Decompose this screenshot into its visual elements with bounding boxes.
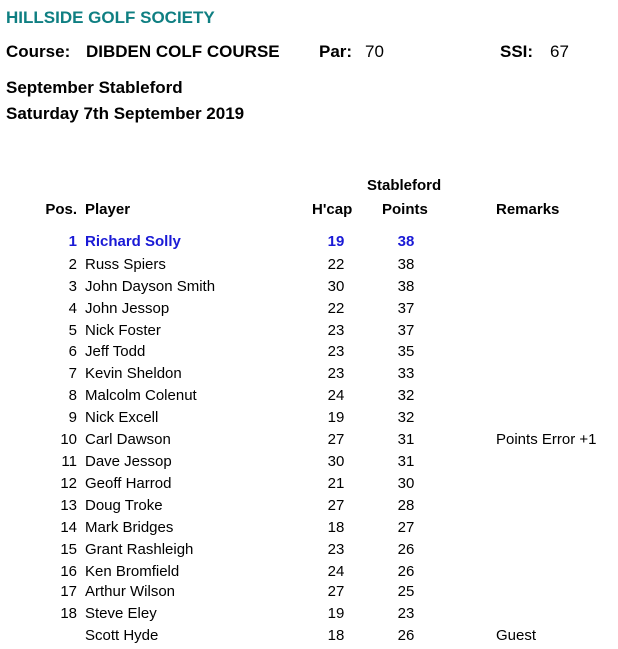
hcap-cell: 19	[327, 605, 345, 622]
player-cell: Doug Troke	[85, 497, 163, 514]
points-cell: 26	[397, 627, 415, 644]
hcap-cell: 18	[327, 519, 345, 536]
points-cell: 37	[397, 300, 415, 317]
hcap-cell: 24	[327, 387, 345, 404]
pos-cell: 10	[60, 431, 77, 448]
pos-cell: 12	[60, 475, 77, 492]
table-row	[0, 343, 618, 365]
course-label: Course:	[6, 42, 71, 61]
header-pos: Pos.	[45, 201, 77, 218]
table-row	[0, 519, 618, 541]
table-row	[0, 278, 618, 300]
player-cell: Grant Rashleigh	[85, 541, 194, 558]
hcap-cell: 27	[327, 583, 345, 600]
player-cell: Kevin Sheldon	[85, 365, 182, 382]
hcap-cell: 23	[327, 343, 345, 360]
points-cell: 31	[397, 431, 415, 448]
player-cell: Arthur Wilson	[85, 583, 176, 600]
table-row	[0, 497, 618, 519]
player-cell: John Dayson Smith	[85, 278, 216, 295]
remarks-cell: Guest	[496, 627, 537, 644]
ssi-label: SSI:	[500, 42, 534, 61]
player-cell: Richard Solly	[85, 233, 181, 250]
player-cell: Scott Hyde	[85, 627, 159, 644]
pos-cell: 16	[60, 563, 77, 580]
ssi-value: 67	[550, 42, 569, 61]
hcap-cell: 27	[327, 431, 345, 448]
player-cell: Dave Jessop	[85, 453, 172, 470]
points-cell: 26	[397, 563, 415, 580]
pos-cell: 1	[68, 233, 77, 250]
player-cell: Nick Excell	[85, 409, 159, 426]
table-row	[0, 605, 618, 627]
points-cell: 32	[397, 409, 415, 426]
header-stableford: Stableford	[367, 177, 442, 194]
table-row	[0, 583, 618, 605]
remarks-cell: Points Error +1	[496, 431, 597, 448]
hcap-cell: 23	[327, 365, 345, 382]
hcap-cell: 30	[327, 278, 345, 295]
society-title: HILLSIDE GOLF SOCIETY	[6, 8, 215, 27]
hcap-cell: 23	[327, 541, 345, 558]
player-cell: Jeff Todd	[85, 343, 146, 360]
pos-cell: 7	[68, 365, 77, 382]
table-row	[0, 233, 618, 255]
table-row	[0, 541, 618, 563]
pos-cell: 3	[68, 278, 77, 295]
pos-cell: 2	[68, 256, 77, 273]
player-cell: John Jessop	[85, 300, 170, 317]
pos-cell: 11	[61, 453, 77, 470]
table-row	[0, 453, 618, 475]
points-cell: 27	[397, 519, 415, 536]
points-cell: 31	[397, 453, 415, 470]
pos-cell: 13	[60, 497, 77, 514]
points-cell: 38	[397, 256, 415, 273]
pos-cell: 9	[68, 409, 77, 426]
table-row	[0, 300, 618, 322]
hcap-cell: 21	[327, 475, 345, 492]
hcap-cell: 23	[327, 322, 345, 339]
pos-cell: 14	[60, 519, 77, 536]
pos-cell: 5	[68, 322, 77, 339]
player-cell: Nick Foster	[85, 322, 161, 339]
table-row	[0, 475, 618, 497]
player-cell: Malcolm Colenut	[85, 387, 197, 404]
hcap-cell: 19	[327, 409, 345, 426]
points-cell: 38	[397, 278, 415, 295]
hcap-cell: 22	[327, 300, 345, 317]
course-name: DIBDEN COLF COURSE	[86, 42, 280, 61]
table-row	[0, 563, 618, 585]
pos-cell: 6	[68, 343, 77, 360]
pos-cell: 17	[60, 583, 77, 600]
header-player: Player	[85, 201, 131, 218]
points-cell: 35	[397, 343, 415, 360]
points-cell: 26	[397, 541, 415, 558]
player-cell: Ken Bromfield	[85, 563, 180, 580]
player-cell: Geoff Harrod	[85, 475, 172, 492]
points-cell: 32	[397, 387, 415, 404]
hcap-cell: 18	[327, 627, 345, 644]
points-cell: 25	[397, 583, 415, 600]
pos-cell: 15	[60, 541, 77, 558]
points-cell: 33	[397, 365, 415, 382]
table-row	[0, 256, 618, 278]
hcap-cell: 24	[327, 563, 345, 580]
points-cell: 28	[397, 497, 415, 514]
hcap-cell: 19	[327, 233, 345, 250]
table-row	[0, 627, 618, 649]
par-label: Par:	[319, 42, 353, 61]
par-value: 70	[365, 42, 384, 61]
points-cell: 37	[397, 322, 415, 339]
table-row	[0, 409, 618, 431]
table-row	[0, 431, 618, 453]
points-cell: 38	[397, 233, 415, 250]
hcap-cell: 22	[327, 256, 345, 273]
header-hcap: H'cap	[312, 201, 353, 218]
points-cell: 30	[397, 475, 415, 492]
pos-cell: 18	[60, 605, 77, 622]
player-cell: Mark Bridges	[85, 519, 174, 536]
player-cell: Russ Spiers	[85, 256, 166, 273]
table-row	[0, 365, 618, 387]
header-points: Points	[382, 201, 428, 218]
pos-cell: 8	[68, 387, 77, 404]
table-row	[0, 322, 618, 344]
hcap-cell: 27	[327, 497, 345, 514]
pos-cell: 4	[68, 300, 77, 317]
player-cell: Carl Dawson	[85, 431, 171, 448]
player-cell: Steve Eley	[85, 605, 157, 622]
points-cell: 23	[397, 605, 415, 622]
event-date: Saturday 7th September 2019	[6, 104, 245, 123]
header-remarks: Remarks	[496, 201, 560, 218]
event-name: September Stableford	[6, 78, 183, 97]
table-row	[0, 387, 618, 409]
hcap-cell: 30	[327, 453, 345, 470]
